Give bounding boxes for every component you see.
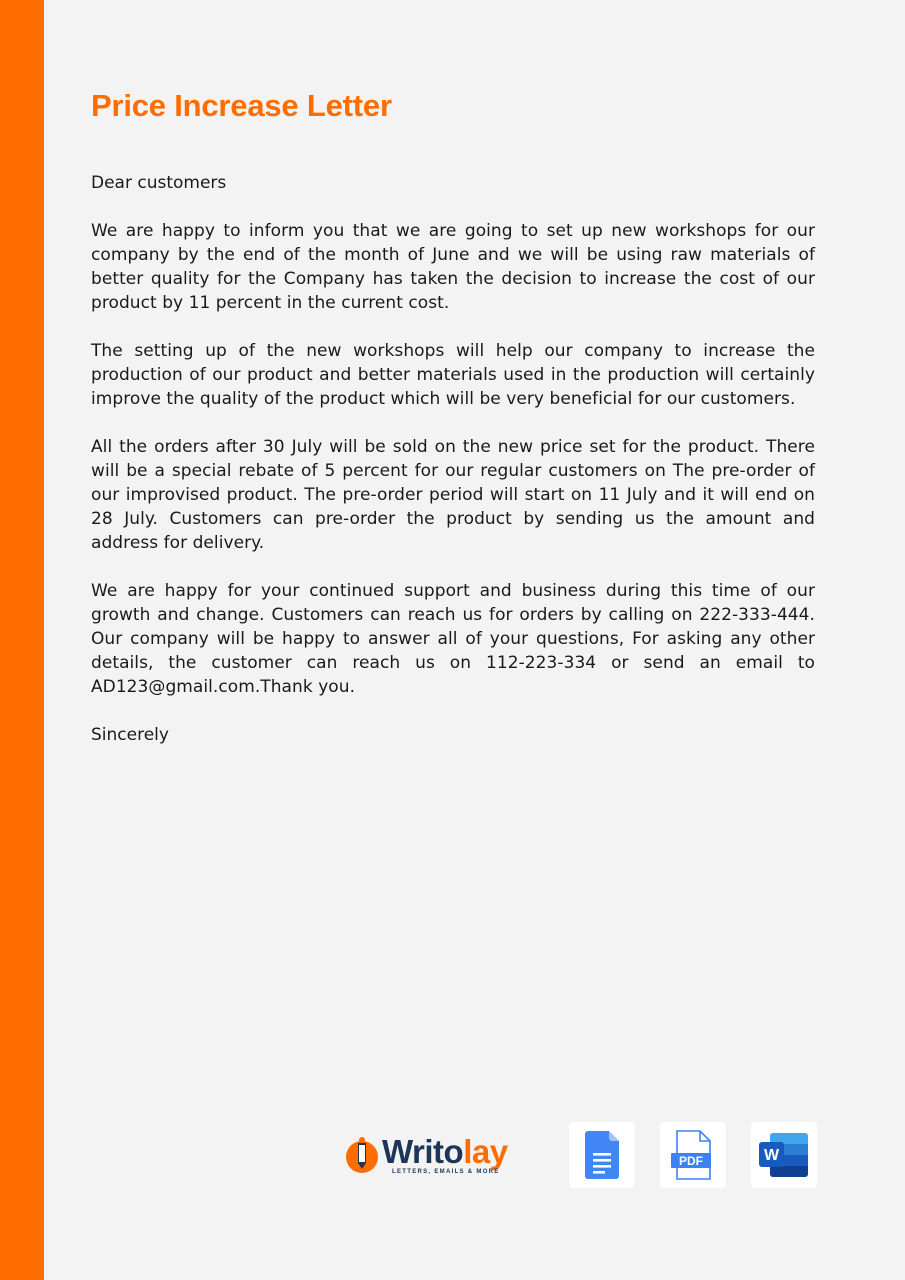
pdf-icon bbox=[670, 1130, 716, 1180]
paragraph-4: We are happy for your continued support and business during this time of our growth and change. Customers can reach us for orders by calling on 222-333-444. Our company will be happy to answer all of your questions, For asking any other details, the customer can reach us on 112-223-334 or send an email to AD123@gmail.com.Thank you. bbox=[91, 581, 815, 697]
google-docs-icon bbox=[585, 1131, 619, 1179]
paragraph-3: All the orders after 30 July will be sold on the new price set for the product. There will be a special rebate of 5 percent for our regular customers on The pre-order of our improvised product. The pre-order period will start on 11 July and it will end on 28 July. Customers can pre-order the product by sending us the amount and address for delivery. bbox=[91, 437, 815, 553]
accent-bar bbox=[0, 0, 44, 1280]
logo-word-part2: lay bbox=[463, 1133, 508, 1170]
page-title: Price Increase Letter bbox=[91, 88, 392, 123]
paragraph-2: The setting up of the new workshops will help our company to increase the production of our product and better materials used in the production will certainly improve the quality of the product which will be very beneficial for our customers. bbox=[91, 341, 815, 409]
word-download[interactable] bbox=[751, 1122, 817, 1188]
logo-wordmark bbox=[382, 1135, 508, 1169]
closing: Sincerely bbox=[91, 725, 169, 745]
google-docs-download[interactable] bbox=[569, 1122, 635, 1188]
word-icon bbox=[758, 1131, 810, 1179]
letter-body bbox=[91, 88, 815, 747]
word-label: W bbox=[763, 1147, 780, 1164]
logo-word-part1: Writo bbox=[382, 1133, 464, 1170]
pdf-download[interactable] bbox=[660, 1122, 726, 1188]
paragraph-1: We are happy to inform you that we are going to set up new workshops for our company by the end of the month of June and we will be using raw materials of better quality for the Company has taken the decision to increase the cost of our product by 11 percent in the current cost. bbox=[91, 221, 815, 313]
writolay-logo[interactable] bbox=[344, 1122, 544, 1188]
pdf-label: PDF bbox=[679, 1154, 703, 1168]
logo-tagline: LETTERS, EMAILS & MORE bbox=[392, 1169, 500, 1175]
pencil-logo-icon bbox=[344, 1135, 380, 1175]
salutation: Dear customers bbox=[91, 173, 227, 193]
footer bbox=[344, 1122, 817, 1188]
